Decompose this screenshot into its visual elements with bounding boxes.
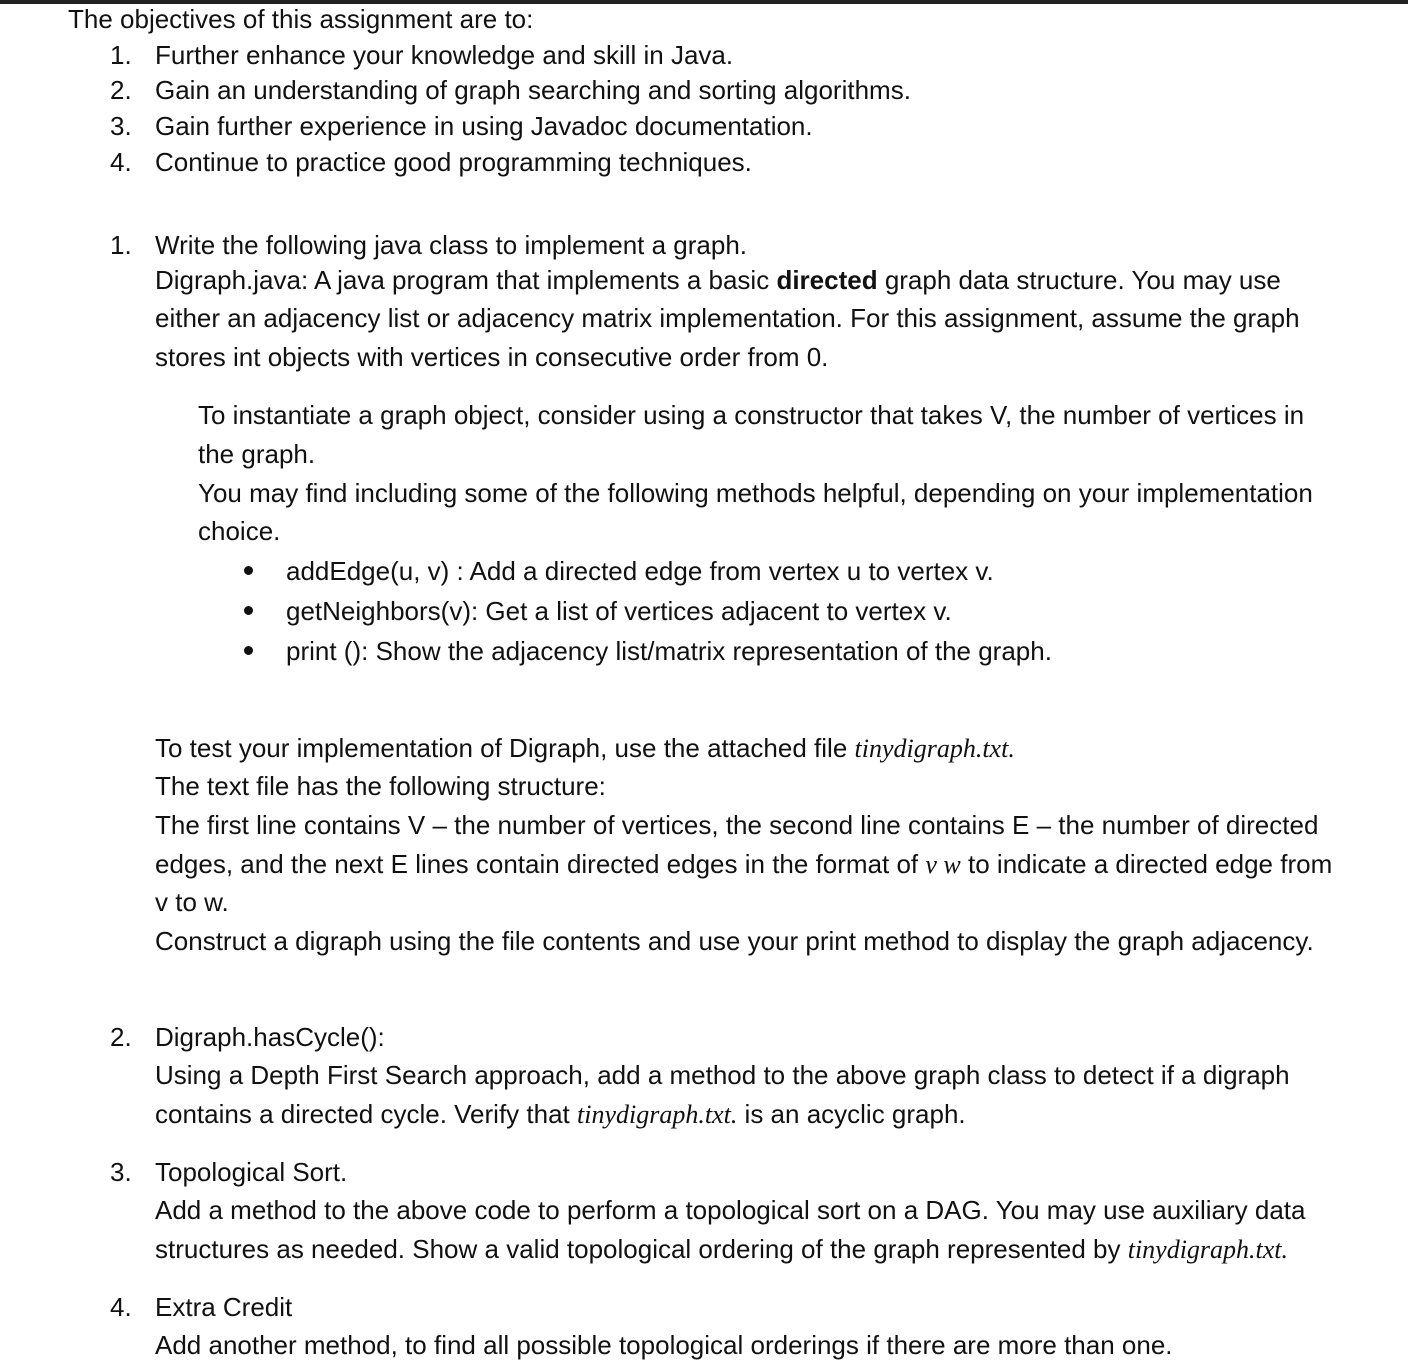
objective-item: Gain further experience in using Javadoc documentation. [155,111,813,141]
file-structure-intro: The text file has the following structure: [155,771,606,801]
task-description: Add another method, to find all possible topological orderings if there are more than one. [155,1330,1173,1360]
objective-number: 1. [110,40,132,70]
objective-number: 4. [110,147,132,177]
constructor-note: To instantiate a graph object, consider using a constructor that takes V, the number of vertices in [198,400,1305,430]
task-number: 4. [110,1292,132,1322]
task-number: 3. [110,1157,132,1187]
task-title: Digraph.hasCycle(): [155,1022,385,1052]
bullet-icon [244,646,253,655]
bullet-icon [244,606,253,615]
file-format: edges, and the next E lines contain directed edges in the format of v w to indicate a directed edge from [155,849,1333,879]
methods-intro: You may find including some of the following methods helpful, depending on your implementation [198,478,1313,508]
task-description: Add a method to the above code to perform a topological sort on a DAG. You may use auxiliary data [155,1195,1306,1225]
bullet-icon [244,566,253,575]
intro-heading: The objectives of this assignment are to: [68,4,534,34]
task-description: Digraph.java: A java program that implements a basic directed graph data structure. You may use [155,265,1281,295]
objective-item: Gain an understanding of graph searching and sorting algorithms. [155,75,911,105]
task-description: either an adjacency list or adjacency matrix implementation. For this assignment, assume the graph [155,303,1300,333]
task-description: contains a directed cycle. Verify that tinydigraph.txt. is an acyclic graph. [155,1099,966,1129]
objective-number: 2. [110,75,132,105]
objective-item: Further enhance your knowledge and skill in Java. [155,40,734,70]
method-item: getNeighbors(v): Get a list of vertices adjacent to vertex v. [286,596,952,626]
task-title: Extra Credit [155,1292,293,1322]
task-title: Topological Sort. [155,1157,348,1187]
objective-item: Continue to practice good programming techniques. [155,147,752,177]
method-item: addEdge(u, v) : Add a directed edge from vertex u to vertex v. [286,556,994,586]
construct-instruction: Construct a digraph using the file contents and use your print method to display the graph adjacency. [155,926,1314,956]
methods-intro: choice. [198,516,281,546]
test-instructions: To test your implementation of Digraph, use the attached file tinydigraph.txt. [155,733,1015,763]
task-number: 1. [110,230,132,260]
file-format: The first line contains V – the number of vertices, the second line contains E – the number of directed [155,810,1319,840]
constructor-note: the graph. [198,439,316,469]
objective-number: 3. [110,111,132,141]
task-number: 2. [110,1022,132,1052]
method-item: print (): Show the adjacency list/matrix representation of the graph. [286,636,1052,666]
task-description: structures as needed. Show a valid topological ordering of the graph represented by tinydigraph.txt. [155,1234,1289,1264]
task-title: Write the following java class to implement a graph. [155,230,748,260]
task-description: stores int objects with vertices in consecutive order from 0. [155,342,829,372]
task-description: Using a Depth First Search approach, add a method to the above graph class to detect if a digraph [155,1060,1290,1090]
file-format: v to w. [155,887,229,917]
